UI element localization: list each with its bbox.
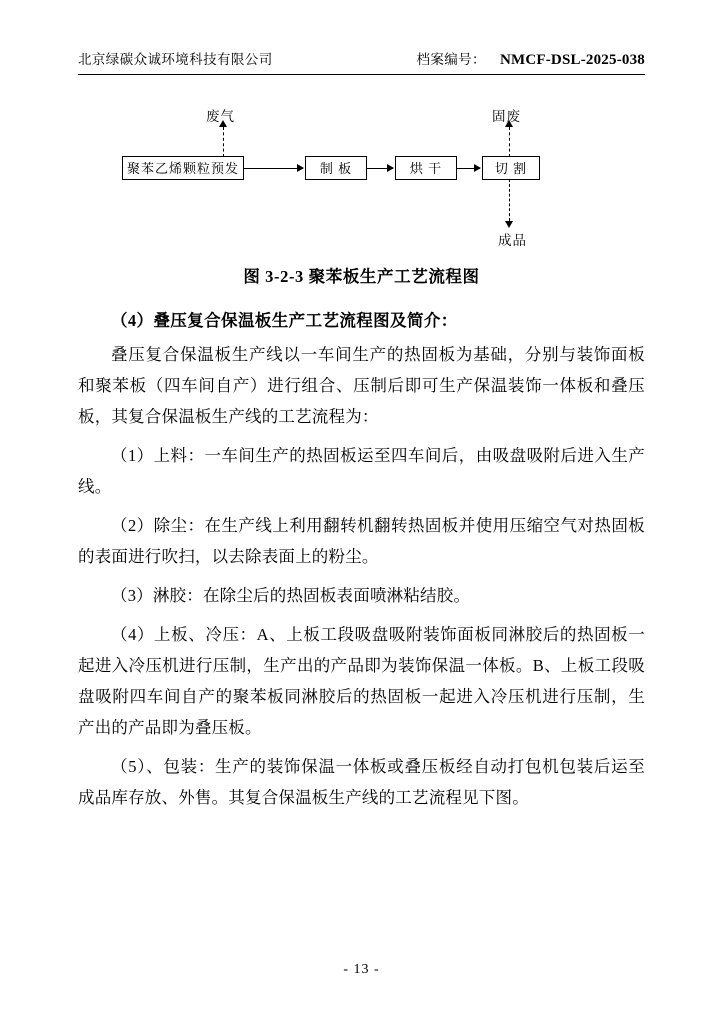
page-number: - 13 - — [343, 962, 380, 977]
annotation-waste-gas: 废气 — [206, 109, 235, 124]
flow-arrow-1 — [244, 168, 303, 169]
paragraph-step-2: （2）除尘：在生产线上利用翻转机翻转热固板并使用压缩空气对热固板的表面进行吹扫，以去除表面上的粉尘。 — [78, 516, 645, 566]
dashed-arrow-product — [509, 179, 510, 221]
archive-number — [416, 48, 645, 69]
flow-arrow-2 — [367, 168, 393, 169]
dashed-arrow-waste-gas — [223, 127, 224, 157]
page-header — [78, 0, 645, 75]
company-name: 北京绿碳众诚环境科技有限公司 — [78, 52, 273, 67]
paragraph-step-1: （1）上料：一车间生产的热固板运至四车间后，由吸盘吸附后进入生产线。 — [78, 446, 645, 496]
annotation-product: 成品 — [498, 233, 527, 248]
annotation-solid-waste: 固废 — [492, 109, 521, 124]
section-heading: （4）叠压复合保温板生产工艺流程图及简介： — [111, 311, 458, 330]
archive-code: NMCF-DSL-2025-038 — [499, 52, 645, 68]
dashed-arrow-solid-waste — [509, 127, 510, 157]
paragraph-step-5: （5）、包装：生产的装饰保温一体板或叠压板经自动打包机包装后运至成品库存放、外售。其复合保温板生产线的工艺流程见下图。 — [78, 757, 645, 807]
flow-node-cutting: 切 割 — [482, 156, 540, 180]
paragraph-overview: 叠压复合保温板生产线以一车间生产的热固板为基础，分别与装饰面板和聚苯板（四车间自产）进行组合、压制后即可生产保温装饰一体板和叠压板，其复合保温板生产线的工艺流程为： — [78, 345, 645, 426]
flow-node-pre-expansion: 聚苯乙烯颗粒预发 — [122, 156, 244, 180]
process-flow-diagram — [78, 101, 645, 251]
flow-node-drying: 烘 干 — [395, 156, 457, 180]
archive-label: 档案编号： — [416, 52, 486, 67]
flow-arrow-3 — [457, 168, 480, 169]
paragraph-step-3: （3）淋胶：在除尘后的热固板表面喷淋粘结胶。 — [111, 586, 471, 605]
figure-caption: 图 3-2-3 聚苯板生产工艺流程图 — [243, 267, 480, 286]
paragraph-step-4: （4）上板、冷压：A、上板工段吸盘吸附装饰面板同淋胶后的热固板一起进入冷压机进行压制，生产出的产品即为装饰保温一体板。B、上板工段吸盘吸附四车间自产的聚苯板同淋胶后的热固板一起进入冷压机进行压制，生产出的产品即为叠压板。 — [78, 625, 645, 737]
flow-node-board-making: 制 板 — [305, 156, 367, 180]
